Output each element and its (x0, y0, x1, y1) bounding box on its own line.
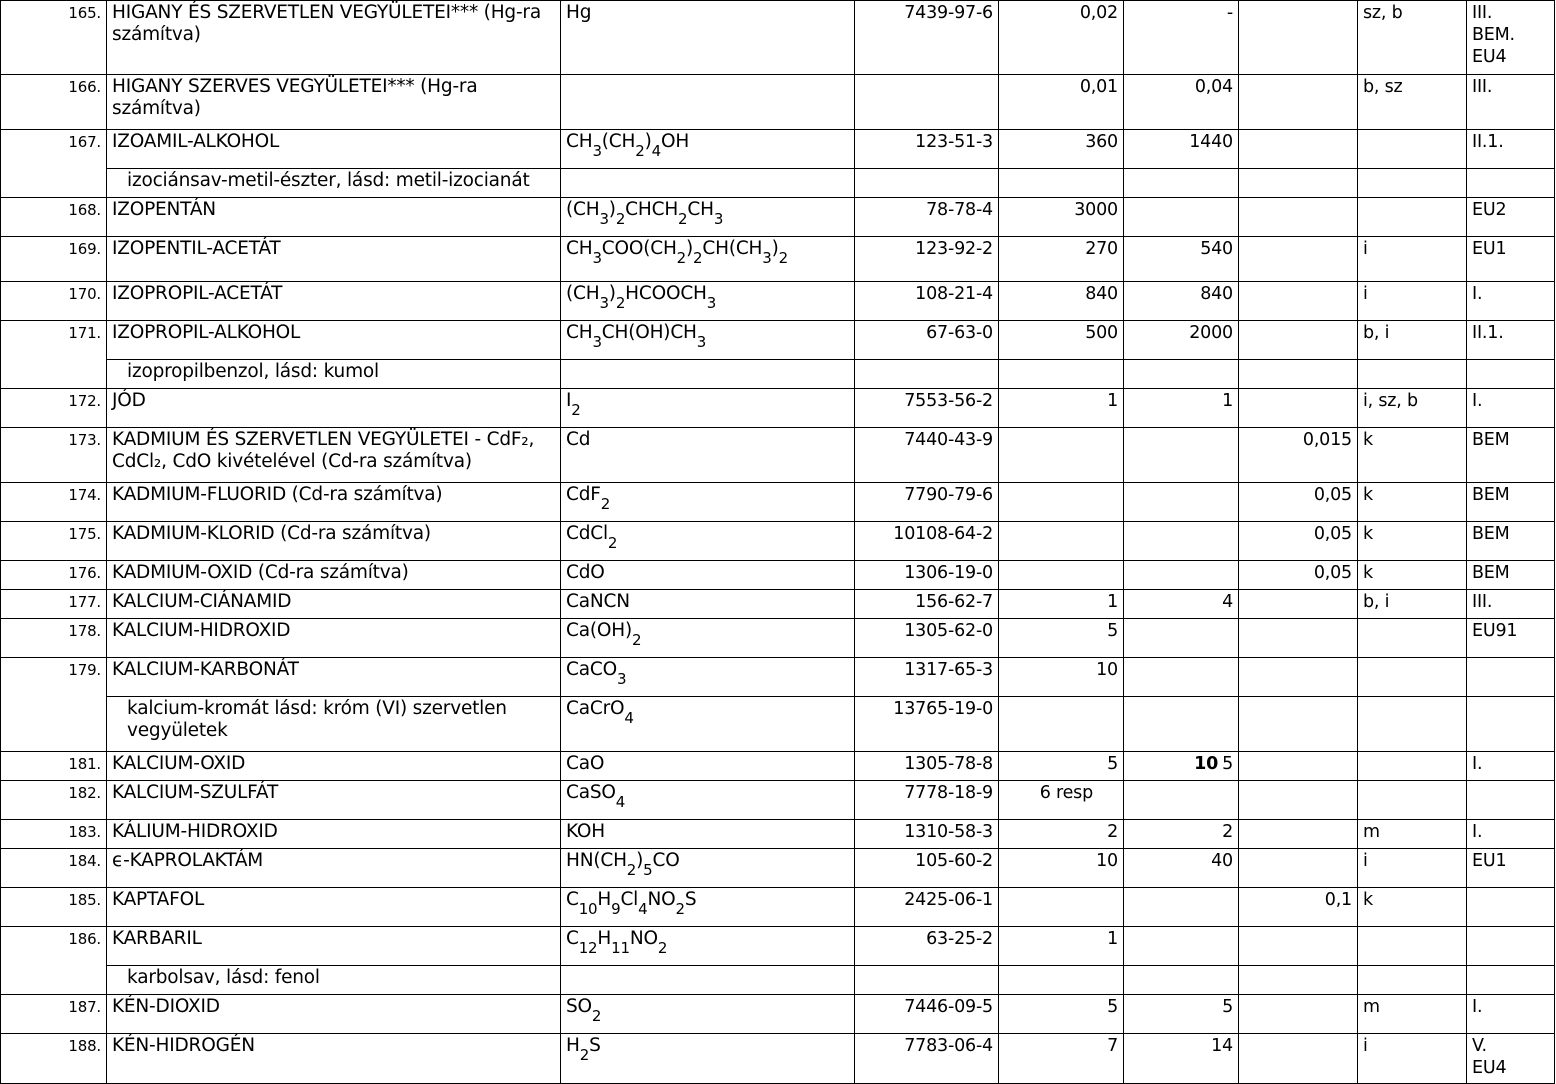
chemical-formula: CaCO$_3$ (561, 658, 855, 697)
chemical-formula: CaCrO$_4$ (561, 697, 855, 752)
substance-name: KAPTAFOL (107, 888, 561, 927)
table-row (1, 483, 1555, 522)
reference (1467, 849, 1555, 888)
property-note (1358, 130, 1467, 169)
reference (1467, 820, 1555, 849)
ak-value (999, 483, 1124, 522)
ak-value: 7 (999, 1034, 1124, 1084)
ak-value: 10 (999, 658, 1124, 697)
reference (1467, 130, 1555, 169)
ck-value (1124, 658, 1239, 697)
chemical-formula: Hg (561, 1, 855, 75)
cross-reference-name: kalcium-kromát lásd: króm (VI) szervetlen vegyületek (107, 697, 561, 752)
chemical-formula (561, 75, 855, 130)
reference-line: I. (1472, 997, 1483, 1017)
reference (1467, 198, 1555, 237)
substance-name: IZOPROPIL-ACETÁT (107, 282, 561, 321)
chemical-formula: $H_2S$ (561, 1034, 855, 1084)
row-number: 173. (1, 428, 107, 483)
mk-value (1239, 658, 1358, 697)
ak-value: 500 (999, 321, 1124, 360)
property-note: i (1358, 849, 1467, 888)
cas-number: 108-21-4 (855, 282, 999, 321)
reference (1467, 1034, 1555, 1084)
ck-value: - (1124, 1, 1239, 75)
cas-number: 13765-19-0 (855, 697, 999, 752)
reference-line: II.1. (1472, 323, 1504, 343)
table-row (1, 282, 1555, 321)
table-row (1, 321, 1555, 360)
reference (1467, 619, 1555, 658)
reference-line: I. (1472, 822, 1483, 842)
ck-value (1124, 198, 1239, 237)
row-number: 177. (1, 590, 107, 619)
row-number: 169. (1, 237, 107, 282)
ak-value (999, 561, 1124, 590)
reference-line: EU4 (1472, 1058, 1507, 1078)
cas-number: 123-51-3 (855, 130, 999, 169)
chemical-formula: $SO_2$ (561, 995, 855, 1034)
mk-value: 0,015 (1239, 428, 1358, 483)
table-row (1, 619, 1555, 658)
table-row (1, 1, 1555, 75)
cas-number: 1310-58-3 (855, 820, 999, 849)
ck-value (1124, 927, 1239, 966)
mk-value (1239, 781, 1358, 820)
reference (1467, 282, 1555, 321)
substance-name: KALCIUM-CIÁNAMID (107, 590, 561, 619)
property-note: i, sz, b (1358, 389, 1467, 428)
reference-line: III. (1472, 77, 1493, 97)
mk-value: 0,05 (1239, 561, 1358, 590)
mk-value (1239, 849, 1358, 888)
row-number: 168. (1, 198, 107, 237)
mk-value (1239, 75, 1358, 130)
chemical-formula: $Ca(OH)_2$ (561, 619, 855, 658)
ck-value: 5 (1124, 995, 1239, 1034)
row-number: 167. (1, 130, 107, 198)
table-row (1, 995, 1555, 1034)
ak-value: 0,01 (999, 75, 1124, 130)
mk-value (1239, 927, 1358, 966)
row-number: 176. (1, 561, 107, 590)
ck-value: 540 (1124, 237, 1239, 282)
table-row (1, 130, 1555, 169)
cross-reference-name: izociánsav-metil-észter, lásd: metil-izocianát (107, 169, 561, 198)
ak-value: 840 (999, 282, 1124, 321)
row-number: 183. (1, 820, 107, 849)
substance-name: KALCIUM-SZULFÁT (107, 781, 561, 820)
reference-line: EU91 (1472, 621, 1518, 641)
mk-value (1239, 995, 1358, 1034)
reference-line: III. (1472, 592, 1493, 612)
substance-name: KALCIUM-KARBONÁT (107, 658, 561, 697)
table-row (1, 1034, 1555, 1084)
reference-line: EU1 (1472, 239, 1507, 259)
ak-value: 5 (999, 995, 1124, 1034)
property-note: k (1358, 483, 1467, 522)
chemical-formula: $(CH_3)_2CHCH_2CH_3$ (561, 198, 855, 237)
ck-value (1124, 888, 1239, 927)
reference (1467, 888, 1555, 927)
cas-number: 1305-62-0 (855, 619, 999, 658)
mk-value (1239, 237, 1358, 282)
substance-name: KÁLIUM-HIDROXID (107, 820, 561, 849)
ak-value: 360 (999, 130, 1124, 169)
ak-value: 1 (999, 927, 1124, 966)
cas-number: 1306-19-0 (855, 561, 999, 590)
cas-number: 123-92-2 (855, 237, 999, 282)
chemical-formula: $HN(CH_2)_5CO$ (561, 849, 855, 888)
chemical-formula: $C_{12}H_{11}NO_2$ (561, 927, 855, 966)
ak-value: 270 (999, 237, 1124, 282)
row-number: 172. (1, 389, 107, 428)
row-number: 184. (1, 849, 107, 888)
mk-value (1239, 282, 1358, 321)
property-note (1358, 619, 1467, 658)
reference (1467, 995, 1555, 1034)
ak-value: 1 (999, 389, 1124, 428)
cas-number (855, 75, 999, 130)
chemical-formula: CdF$_2$ (561, 483, 855, 522)
cas-number: 7783-06-4 (855, 1034, 999, 1084)
substance-name: KALCIUM-HIDROXID (107, 619, 561, 658)
reference (1467, 321, 1555, 360)
property-note (1358, 198, 1467, 237)
ck-value (1124, 752, 1239, 781)
property-note (1358, 781, 1467, 820)
table-row (1, 752, 1555, 781)
cas-number: 7439-97-6 (855, 1, 999, 75)
row-number: 171. (1, 321, 107, 389)
substance-name: KÉN-HIDROGÉN (107, 1034, 561, 1084)
reference-line: EU1 (1472, 851, 1507, 871)
reference (1467, 752, 1555, 781)
ck-value: 840 (1124, 282, 1239, 321)
cas-number: 7440-43-9 (855, 428, 999, 483)
property-note: k (1358, 561, 1467, 590)
ck-value: 2 (1124, 820, 1239, 849)
cas-number: 1305-78-8 (855, 752, 999, 781)
mk-value (1239, 1, 1358, 75)
chemical-formula: $CH_3CH(OH)CH_3$ (561, 321, 855, 360)
chemical-formula: CdO (561, 561, 855, 590)
ak-value: 5 (999, 752, 1124, 781)
reference-line: V. (1472, 1036, 1487, 1056)
row-number: 174. (1, 483, 107, 522)
reference (1467, 237, 1555, 282)
mk-value (1239, 590, 1358, 619)
reference (1467, 75, 1555, 130)
table-row (1, 966, 1555, 995)
ak-value (999, 888, 1124, 927)
property-note: i (1358, 282, 1467, 321)
row-number: 178. (1, 619, 107, 658)
property-note: k (1358, 522, 1467, 561)
ck-value: 40 (1124, 849, 1239, 888)
reference-line: I. (1472, 754, 1483, 774)
mk-value (1239, 321, 1358, 360)
table-row (1, 522, 1555, 561)
reference-line: III. (1472, 3, 1493, 23)
row-number: 165. (1, 1, 107, 75)
row-number: 179. (1, 658, 107, 752)
substance-name: KARBARIL (107, 927, 561, 966)
row-number: 185. (1, 888, 107, 927)
mk-value (1239, 619, 1358, 658)
table-row (1, 781, 1555, 820)
table-row (1, 360, 1555, 389)
cas-number: 1317-65-3 (855, 658, 999, 697)
cross-reference-name: izopropilbenzol, lásd: kumol (107, 360, 561, 389)
ak-value: 0,02 (999, 1, 1124, 75)
chemical-formula: $CH_3COO(CH_2)_2CH(CH_3)_2$ (561, 237, 855, 282)
chemical-formula: $(CH_3)_2HCOOCH_3$ (561, 282, 855, 321)
property-note (1358, 752, 1467, 781)
substance-name: IZOAMIL-ALKOHOL (107, 130, 561, 169)
property-note (1358, 658, 1467, 697)
ak-value: 6 resp (999, 781, 1124, 820)
ck-value (1124, 428, 1239, 483)
reference (1467, 483, 1555, 522)
table-row (1, 888, 1555, 927)
property-note: k (1358, 888, 1467, 927)
reference-line: BEM (1472, 485, 1510, 505)
ak-value (999, 522, 1124, 561)
table-row (1, 75, 1555, 130)
substance-name: KADMIUM-FLUORID (Cd-ra számítva) (107, 483, 561, 522)
cas-number: 105-60-2 (855, 849, 999, 888)
reference (1467, 781, 1555, 820)
table-row (1, 389, 1555, 428)
ak-value: 10 (999, 849, 1124, 888)
reference-line: BEM (1472, 524, 1510, 544)
ck-value (1124, 522, 1239, 561)
row-number: 166. (1, 75, 107, 130)
substance-name: HIGANY SZERVES VEGYÜLETEI*** (Hg-ra számítva) (107, 75, 561, 130)
cas-number: 7446-09-5 (855, 995, 999, 1034)
reference (1467, 927, 1555, 966)
reference-line: I. (1472, 284, 1483, 304)
reference (1467, 389, 1555, 428)
cas-number: 156-62-7 (855, 590, 999, 619)
table-row (1, 820, 1555, 849)
property-note: sz, b (1358, 1, 1467, 75)
reference (1467, 522, 1555, 561)
ck-value (1124, 781, 1239, 820)
mk-value: 0,05 (1239, 483, 1358, 522)
reference-line: EU2 (1472, 200, 1507, 220)
chemical-formula: CaNCN (561, 590, 855, 619)
row-number: 187. (1, 995, 107, 1034)
table-row (1, 561, 1555, 590)
table-row (1, 428, 1555, 483)
mk-value (1239, 130, 1358, 169)
cas-number: 2425-06-1 (855, 888, 999, 927)
mk-value (1239, 389, 1358, 428)
table-row (1, 590, 1555, 619)
cas-number: 7790-79-6 (855, 483, 999, 522)
reference-line: BEM (1472, 563, 1510, 583)
substance-name: IZOPENTÁN (107, 198, 561, 237)
mk-value (1239, 820, 1358, 849)
cas-number: 10108-64-2 (855, 522, 999, 561)
property-note: m (1358, 820, 1467, 849)
property-note: m (1358, 995, 1467, 1034)
reference-line: BEM (1472, 430, 1510, 450)
substance-name: JÓD (107, 389, 561, 428)
row-number: 186. (1, 927, 107, 995)
property-note (1358, 927, 1467, 966)
ck-value: 0,04 (1124, 75, 1239, 130)
substance-name: KADMIUM-KLORID (Cd-ra számítva) (107, 522, 561, 561)
row-number: 170. (1, 282, 107, 321)
cas-number: 7778-18-9 (855, 781, 999, 820)
substance-name: KADMIUM-OXID (Cd-ra számítva) (107, 561, 561, 590)
substance-name: IZOPROPIL-ALKOHOL (107, 321, 561, 360)
cas-number: 78-78-4 (855, 198, 999, 237)
property-note: b, i (1358, 590, 1467, 619)
ck-plain-value: 5 (1222, 754, 1233, 774)
table-row (1, 697, 1555, 752)
property-note: i (1358, 237, 1467, 282)
ck-bold-value: 10 (1194, 754, 1219, 774)
substance-name: KÉN-DIOXID (107, 995, 561, 1034)
cas-number: 63-25-2 (855, 927, 999, 966)
chemical-formula: Cd (561, 428, 855, 483)
chemical-formula: $CH_3(CH_2)_4OH$ (561, 130, 855, 169)
ak-value (999, 428, 1124, 483)
row-number: 188. (1, 1034, 107, 1084)
chemical-formula: CaO (561, 752, 855, 781)
substance-name: ϵ-KAPROLAKTÁM (107, 849, 561, 888)
cas-number: 67-63-0 (855, 321, 999, 360)
substance-name: IZOPENTIL-ACETÁT (107, 237, 561, 282)
ck-value: 14 (1124, 1034, 1239, 1084)
mk-value: 0,1 (1239, 888, 1358, 927)
chemical-formula: CdCl$_2$ (561, 522, 855, 561)
reference (1467, 590, 1555, 619)
property-note: i (1358, 1034, 1467, 1084)
ck-value: 4 (1124, 590, 1239, 619)
reference-line: BEM. (1472, 25, 1515, 45)
reference (1467, 658, 1555, 697)
cas-number: 7553-56-2 (855, 389, 999, 428)
mk-value: 0,05 (1239, 522, 1358, 561)
chemical-formula: KOH (561, 820, 855, 849)
ck-value: 2000 (1124, 321, 1239, 360)
ck-value (1124, 483, 1239, 522)
table-row (1, 849, 1555, 888)
reference (1467, 561, 1555, 590)
mk-value (1239, 752, 1358, 781)
chemical-formula: $C_{10}H_9Cl_4NO_2S$ (561, 888, 855, 927)
ck-value (1124, 561, 1239, 590)
property-note: b, sz (1358, 75, 1467, 130)
cross-reference-name: karbolsav, lásd: fenol (107, 966, 561, 995)
table-row (1, 927, 1555, 966)
substance-name: KALCIUM-OXID (107, 752, 561, 781)
table-row (1, 169, 1555, 198)
ck-value: 1 (1124, 389, 1239, 428)
ak-value: 5 (999, 619, 1124, 658)
table-row (1, 658, 1555, 697)
ak-value: 1 (999, 590, 1124, 619)
reference (1467, 428, 1555, 483)
reference (1467, 1, 1555, 75)
reference-line: I. (1472, 391, 1483, 411)
property-note: b, i (1358, 321, 1467, 360)
table-row (1, 237, 1555, 282)
row-number: 175. (1, 522, 107, 561)
ck-value: 1440 (1124, 130, 1239, 169)
ck-value (1124, 619, 1239, 658)
reference-line: II.1. (1472, 132, 1504, 152)
chemical-formula: $I_2$ (561, 389, 855, 428)
table-row (1, 198, 1555, 237)
row-number: 182. (1, 781, 107, 820)
substance-name: KADMIUM ÉS SZERVETLEN VEGYÜLETEI - CdF₂, CdCl₂, CdO kivételével (Cd-ra számítva) (107, 428, 561, 483)
reference-line: EU4 (1472, 47, 1507, 67)
row-number: 181. (1, 752, 107, 781)
chemical-formula: CaSO$_4$ (561, 781, 855, 820)
mk-value (1239, 1034, 1358, 1084)
substance-name: HIGANY ÉS SZERVETLEN VEGYÜLETEI*** (Hg-ra számítva) (107, 1, 561, 75)
mk-value (1239, 198, 1358, 237)
ak-value: 2 (999, 820, 1124, 849)
property-note: k (1358, 428, 1467, 483)
ak-value: 3000 (999, 198, 1124, 237)
